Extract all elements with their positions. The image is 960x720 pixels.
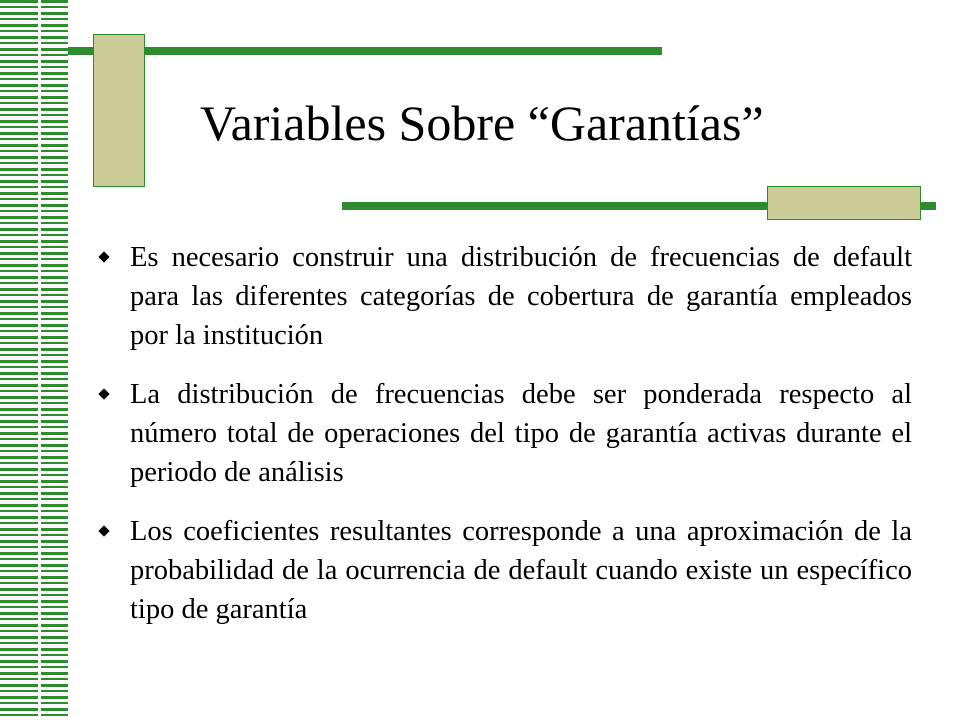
decorative-rect-top [93, 34, 145, 187]
bullet-item [96, 375, 912, 492]
diamond-bullet-icon [98, 388, 109, 399]
diamond-bullet-icon [98, 251, 109, 262]
bullet-text: La distribución de frecuencias debe ser ponderada respecto al número total de operaciones del tipo de garantía activas durante el periodo de análisis [130, 379, 912, 488]
decorative-line-top [68, 47, 662, 55]
bullet-item [96, 238, 912, 355]
bullet-text: Es necesario construir una distribución de frecuencias de default para las diferentes categorías de cobertura de garantía empleados por la institución [130, 242, 912, 351]
bullet-item [96, 512, 912, 629]
slide-title: Variables Sobre “Garantías” [200, 95, 764, 151]
bullet-text: Los coeficientes resultantes corresponde a una aproximación de la probabilidad de la ocurrencia de default cuando existe un específico tipo de garantía [130, 516, 912, 625]
decorative-rect-right [767, 186, 921, 220]
left-striped-border [0, 0, 68, 720]
bullet-list [96, 238, 912, 649]
diamond-bullet-icon [98, 525, 109, 536]
